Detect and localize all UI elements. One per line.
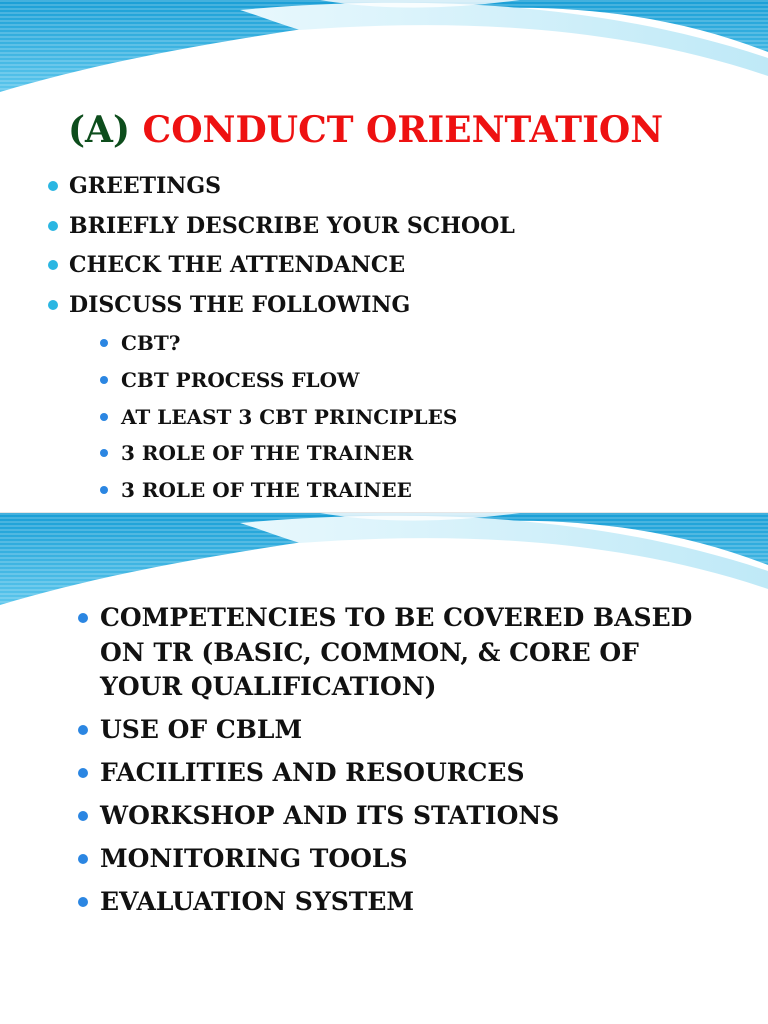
wave-header-graphic xyxy=(0,513,768,608)
sub-bullet-text: 3 ROLE OF THE TRAINER xyxy=(121,441,414,466)
slide-2 xyxy=(0,512,768,1024)
title-main: CONDUCT ORIENTATION xyxy=(142,109,664,151)
slide-title xyxy=(68,104,663,156)
title-prefix: (A) xyxy=(68,109,130,151)
sub-list-item xyxy=(100,435,515,472)
sub-list-item xyxy=(100,362,515,399)
sub-list-item xyxy=(100,325,515,362)
list-item xyxy=(78,713,698,748)
list-item xyxy=(48,207,515,247)
list-item xyxy=(48,246,515,286)
wave-header-graphic xyxy=(0,0,768,95)
list-item xyxy=(48,286,515,509)
bullet-text: MONITORING TOOLS xyxy=(100,844,408,873)
bullet-text: FACILITIES AND RESOURCES xyxy=(100,758,525,787)
sub-bullet-text: 3 ROLE OF THE TRAINEE xyxy=(121,478,412,503)
list-item xyxy=(78,601,698,705)
bullet-text: GREETINGS xyxy=(69,173,222,199)
bullet-list xyxy=(48,167,515,509)
bullet-list xyxy=(78,601,698,928)
sub-bullet-text: CBT PROCESS FLOW xyxy=(121,367,360,392)
sub-list-item xyxy=(100,399,515,436)
bullet-text: BRIEFLY DESCRIBE YOUR SCHOOL xyxy=(69,212,515,239)
bullet-text: USE OF CBLM xyxy=(100,715,303,744)
bullet-text: WORKSHOP AND ITS STATIONS xyxy=(100,801,560,830)
sub-bullet-text: CBT? xyxy=(121,331,181,355)
list-item xyxy=(78,799,698,834)
sub-list-item xyxy=(100,472,515,509)
bullet-text: COMPETENCIES TO BE COVERED BASED ON TR (BASIC, COMMON, & CORE OF YOUR QUALIFICATION) xyxy=(100,603,693,701)
list-item xyxy=(78,842,698,877)
list-item xyxy=(48,167,515,207)
bullet-text: CHECK THE ATTENDANCE xyxy=(69,252,406,278)
bullet-text: DISCUSS THE FOLLOWING xyxy=(69,291,411,318)
sub-bullet-text: AT LEAST 3 CBT PRINCIPLES xyxy=(121,404,458,429)
bullet-text: EVALUATION SYSTEM xyxy=(100,887,415,916)
list-item xyxy=(78,756,698,791)
sub-bullet-list xyxy=(69,325,515,509)
list-item xyxy=(78,885,698,920)
